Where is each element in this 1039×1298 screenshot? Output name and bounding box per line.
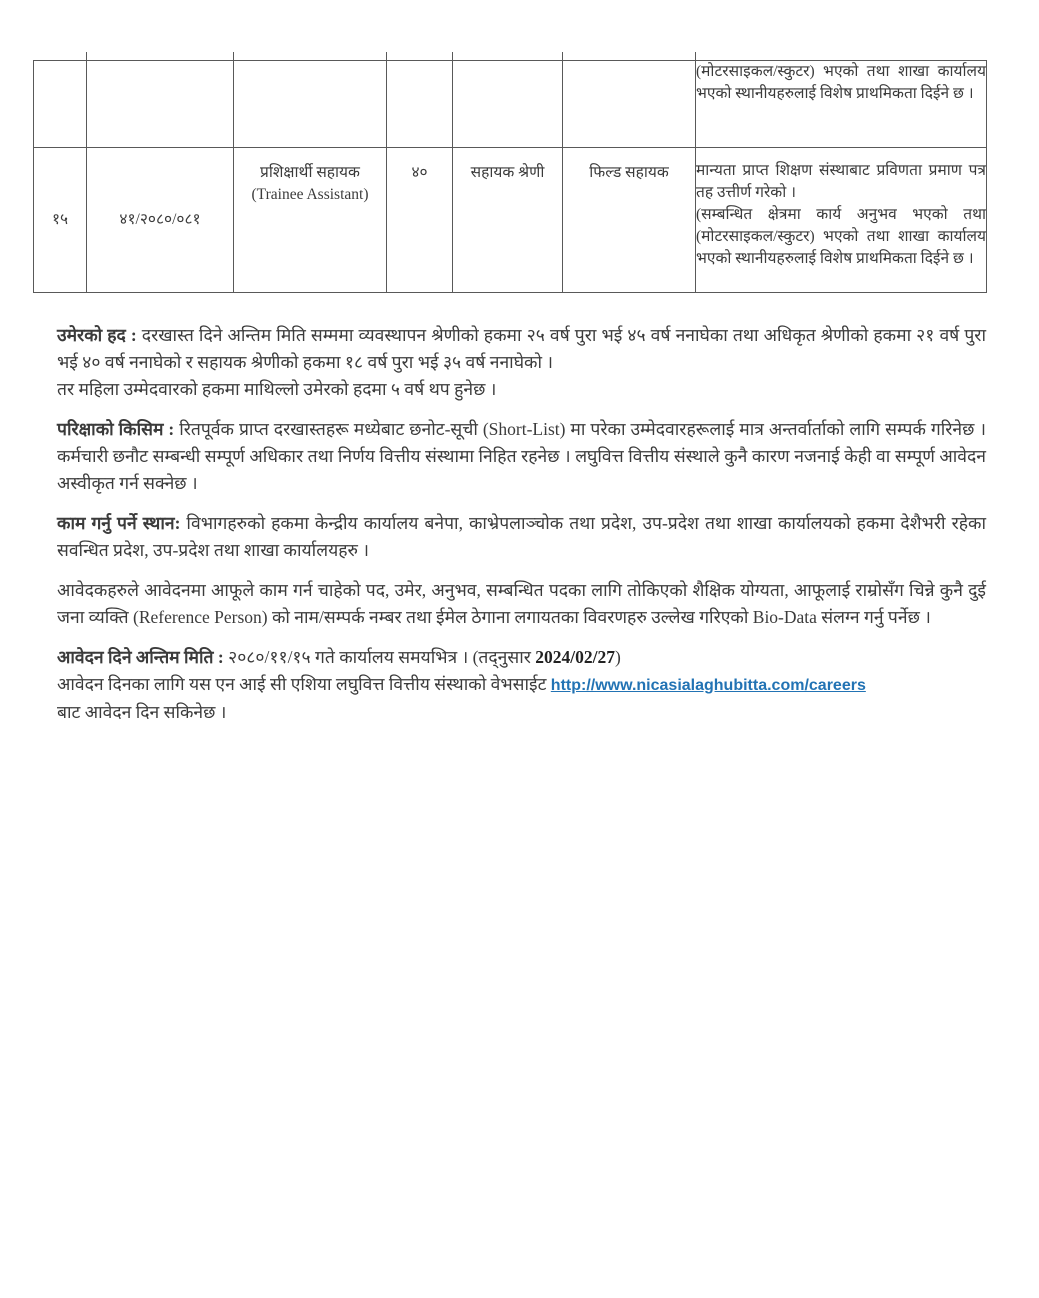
- cell-qualification: [696, 148, 987, 293]
- cell-vacancy-count: ४०: [387, 148, 453, 293]
- cell-position-empty: [234, 61, 387, 148]
- deadline-text: २०८०/११/१५ गते कार्यालय समयभित्र । (तद्नुसार: [223, 647, 536, 667]
- age-limit-label: उमेरको हद :: [57, 325, 137, 345]
- cell-position: [234, 148, 387, 293]
- qualification-para2: (सम्बन्धित क्षेत्रमा कार्य अनुभव भएको तथा (मोटरसाइकल/स्कुटर) भएको तथा शाखा कार्यालय भएको स्थानीयहरुलाई विशेष प्राथमिकता दिईने छ ।: [696, 206, 986, 267]
- deadline-close-paren: ): [615, 647, 621, 667]
- age-limit-text: दरखास्त दिने अन्तिम मिति सम्ममा व्यवस्थापन श्रेणीको हकमा २५ वर्ष पुरा भई ४५ वर्ष ननाघेका तथा अधिकृत श्रेणीको हकमा २१ वर्ष पुरा भई ४० वर्ष ननाघेको र सहायक श्रेणीको हकमा १८ वर्ष पुरा भई ३५ वर्ष ननाघेको ।: [57, 325, 986, 372]
- cell-category: फिल्ड सहायक: [563, 148, 696, 293]
- deadline-date-ad: 2024/02/27: [535, 647, 616, 667]
- deadline-paragraph: [57, 644, 986, 726]
- work-place-paragraph: [57, 510, 986, 564]
- table-border-stub: [452, 52, 453, 60]
- cell-count-empty: [387, 61, 453, 148]
- table-border-stub: [233, 52, 234, 60]
- table-border-stub: [86, 52, 87, 60]
- cell-serial-empty: [34, 61, 87, 148]
- notes-section: [57, 322, 986, 739]
- table-row-continuation: [34, 61, 987, 148]
- cell-serial-no: १५: [34, 148, 87, 293]
- cell-category-empty: [563, 61, 696, 148]
- careers-website-link[interactable]: http://www.nicasialaghubitta.com/careers: [550, 677, 866, 694]
- cell-level: सहायक श्रेणी: [453, 148, 563, 293]
- age-limit-women-note: तर महिला उम्मेदवारको हकमा माथिल्लो उमेरको हदमा ५ वर्ष थप हुनेछ ।: [57, 379, 497, 399]
- work-place-label: काम गर्नु पर्ने स्थान:: [57, 513, 181, 533]
- exam-type-paragraph: [57, 416, 986, 497]
- vacancy-table: [33, 60, 987, 293]
- work-place-text: विभागहरुको हकमा केन्द्रीय कार्यालय बनेपा, काभ्रेपलाञ्चोक तथा प्रदेश, उप-प्रदेश तथा शाखा कार्यालयको हकमा देशैभरी रहेका सवन्धित प्रदेश, उप-प्रदेश तथा शाखा कार्यालयहरु ।: [57, 513, 986, 560]
- exam-type-text: रितपूर्वक प्राप्त दरखास्तहरू मध्येबाट छनोट-सूची (Short-List) मा परेका उम्मेदवारहरूलाई मात्र अन्तर्वार्ताको लागि सम्पर्क गरिनेछ । कर्मचारी छनौट सम्बन्धी सम्पूर्ण अधिकार तथा निर्णय वित्तीय संस्थामा निहित रहनेछ । लघुवित्त वित्तीय संस्थाले कुनै कारण नजनाई केही वा सम्पूर्ण आवेदन अस्वीकृत गर्न सक्नेछ ।: [57, 419, 986, 493]
- biodata-paragraph: [57, 577, 986, 631]
- apply-instruction-text: आवेदन दिनका लागि यस एन आई सी एशिया लघुवित्त वित्तीय संस्थाको वेभसाईट: [57, 674, 551, 694]
- table-border-stub: [386, 52, 387, 60]
- position-english: (Trainee Assistant): [251, 186, 369, 203]
- remarks-continuation-text: (मोटरसाइकल/स्कुटर) भएको तथा शाखा कार्यालय भएको स्थानीयहरुलाई विशेष प्राथमिकता दिईने छ ।: [696, 63, 986, 102]
- apply-instruction-line: [57, 671, 986, 699]
- qualification-para1: मान्यता प्राप्त शिक्षण संस्थाबाट प्रविणता प्रमाण पत्र तह उत्तीर्ण गरेको ।: [696, 162, 986, 201]
- cell-level-empty: [453, 61, 563, 148]
- table-border-stub: [695, 52, 696, 60]
- cell-remarks-continuation: [696, 61, 987, 148]
- age-limit-paragraph: [57, 322, 986, 403]
- exam-type-label: परिक्षाको किसिम :: [57, 419, 175, 439]
- biodata-text: आवेदकहरुले आवेदनमा आफूले काम गर्न चाहेको पद, उमेर, अनुभव, सम्बन्धित पदका लागि तोकिएको शैक्षिक योग्यता, आफूलाई राम्रोसँग चिन्ने कुनै दुई जना व्यक्ति (Reference Person) को नाम/सम्पर्क नम्बर तथा ईमेल ठेगाना लगायतका विवरणहरु उल्लेख गरिएको Bio-Data संलग्न गर्नु पर्नेछ ।: [57, 580, 986, 627]
- position-nepali: प्रशिक्षार्थी सहायक: [260, 164, 360, 181]
- cell-advertisement-no: ४१/२०८०/०८१: [87, 148, 234, 293]
- apply-instruction-tail: बाट आवेदन दिन सकिनेछ ।: [57, 702, 227, 722]
- table-row-vacancy: [34, 148, 987, 293]
- table-border-stub: [562, 52, 563, 60]
- cell-advert-empty: [87, 61, 234, 148]
- deadline-label: आवेदन दिने अन्तिम मिति :: [57, 647, 224, 667]
